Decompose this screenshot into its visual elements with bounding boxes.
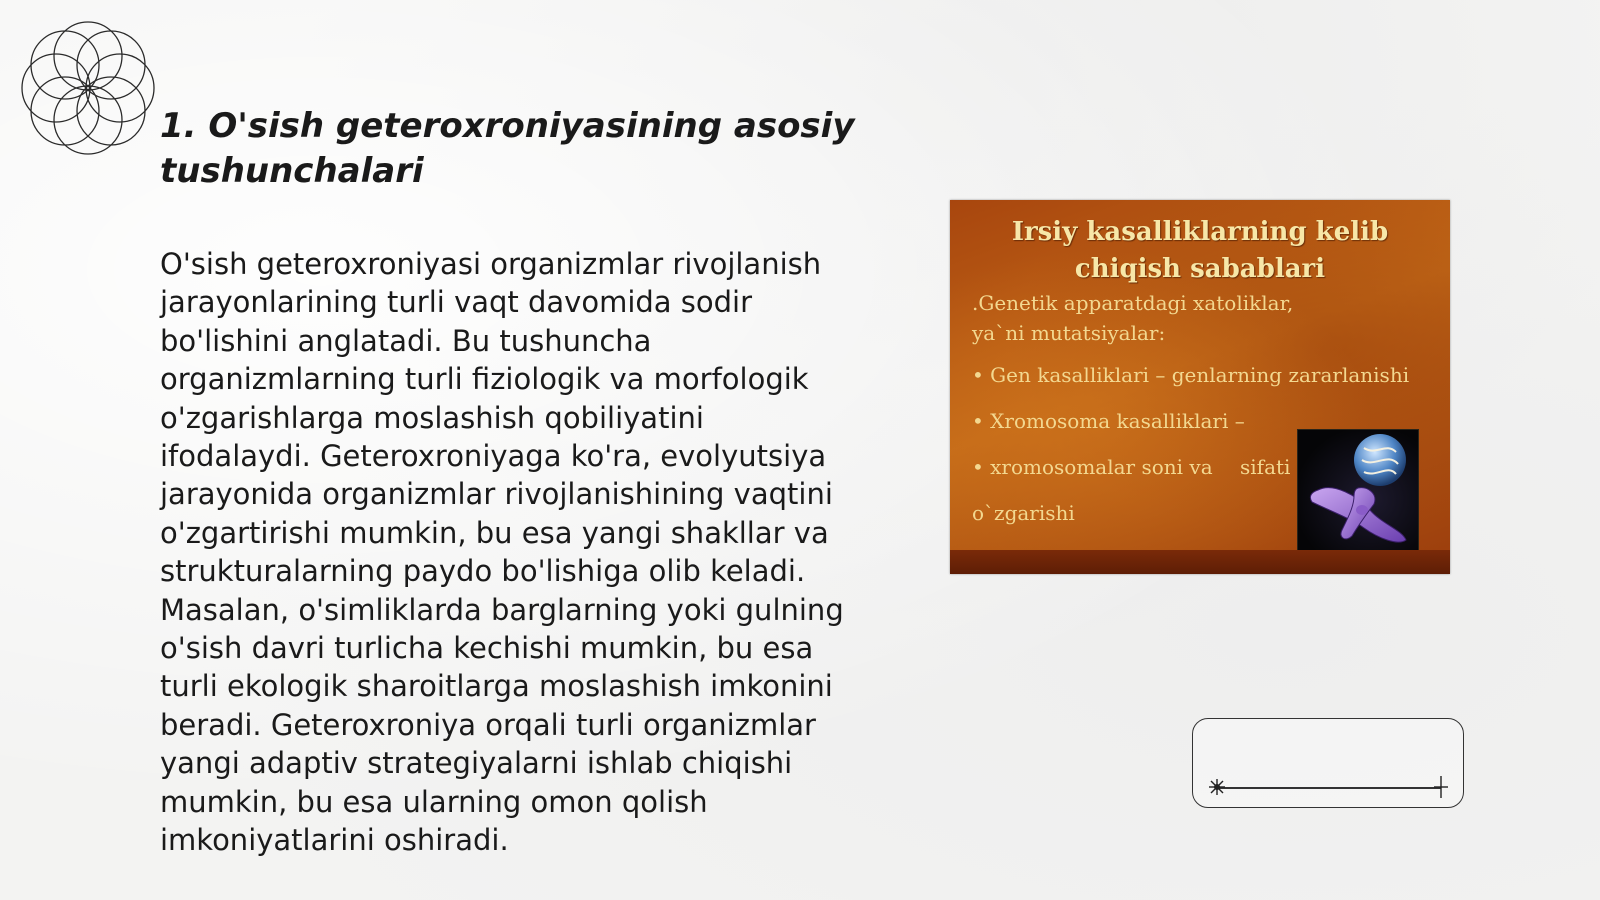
embedded-slide-title: Irsiy kasalliklarning kelib chiqish sabablari bbox=[1011, 217, 1389, 284]
chromosome-icon bbox=[1298, 430, 1418, 556]
embedded-bullet-ozgarishi: o`zgarishi bbox=[972, 501, 1075, 525]
decorative-line-card bbox=[1192, 718, 1464, 808]
embedded-intro-text: .Genetik apparatdagi xatoliklar, ya`ni mutatsiyalar: bbox=[972, 291, 1294, 345]
embedded-bullet-xromosomalar-soni: • xromosomalar soni va bbox=[972, 455, 1213, 479]
embedded-bottom-band bbox=[950, 550, 1450, 574]
embedded-slide-image bbox=[950, 200, 1450, 574]
body-paragraph: O'sish geteroxroniyasi organizmlar rivojlanish jarayonlarining turli vaqt davomida sodir bo'lishini anglatadi. Bu tushuncha organizmlarning turli fiziologik va morfologik o'zgarishlarga moslashish qobiliyatini ifodalaydi. Geteroxroniyaga ko'ra, evolyutsiya jarayonida organizmlar rivojlanishining vaqtini o'zgartirishi mumkin, bu esa yangi shakllar va strukturalarning paydo bo'lishiga olib keladi. Masalan, o'simliklarda barglarning yoki gulning o'sish davri turlicha kechishi mumkin, bu esa turli ekologik sharoitlarga moslashish imkonini beradi. Geteroxroniya orqali turli organizmlar yangi adaptiv strategiyalarni ishlab chiqishi mumkin, bu esa ularning omon qolish imkoniyatlarini oshiradi. bbox=[160, 247, 844, 858]
ornament-circles-icon bbox=[8, 8, 168, 168]
slide-title: 1. O'sish geteroxroniyasining asosiy tushunchalari bbox=[160, 106, 855, 191]
embedded-bullet-sifati: sifati bbox=[1240, 455, 1291, 479]
starburst-icon bbox=[1207, 777, 1227, 797]
cross-tick-icon bbox=[1433, 775, 1449, 799]
embedded-bullet-gen: • Gen kasalliklari – genlarning zararlanishi bbox=[972, 363, 1410, 387]
embedded-bullet-xromosoma: • Xromosoma kasalliklari – bbox=[972, 409, 1245, 433]
chromosome-dna-image bbox=[1297, 429, 1419, 557]
decorative-line bbox=[1215, 787, 1441, 789]
